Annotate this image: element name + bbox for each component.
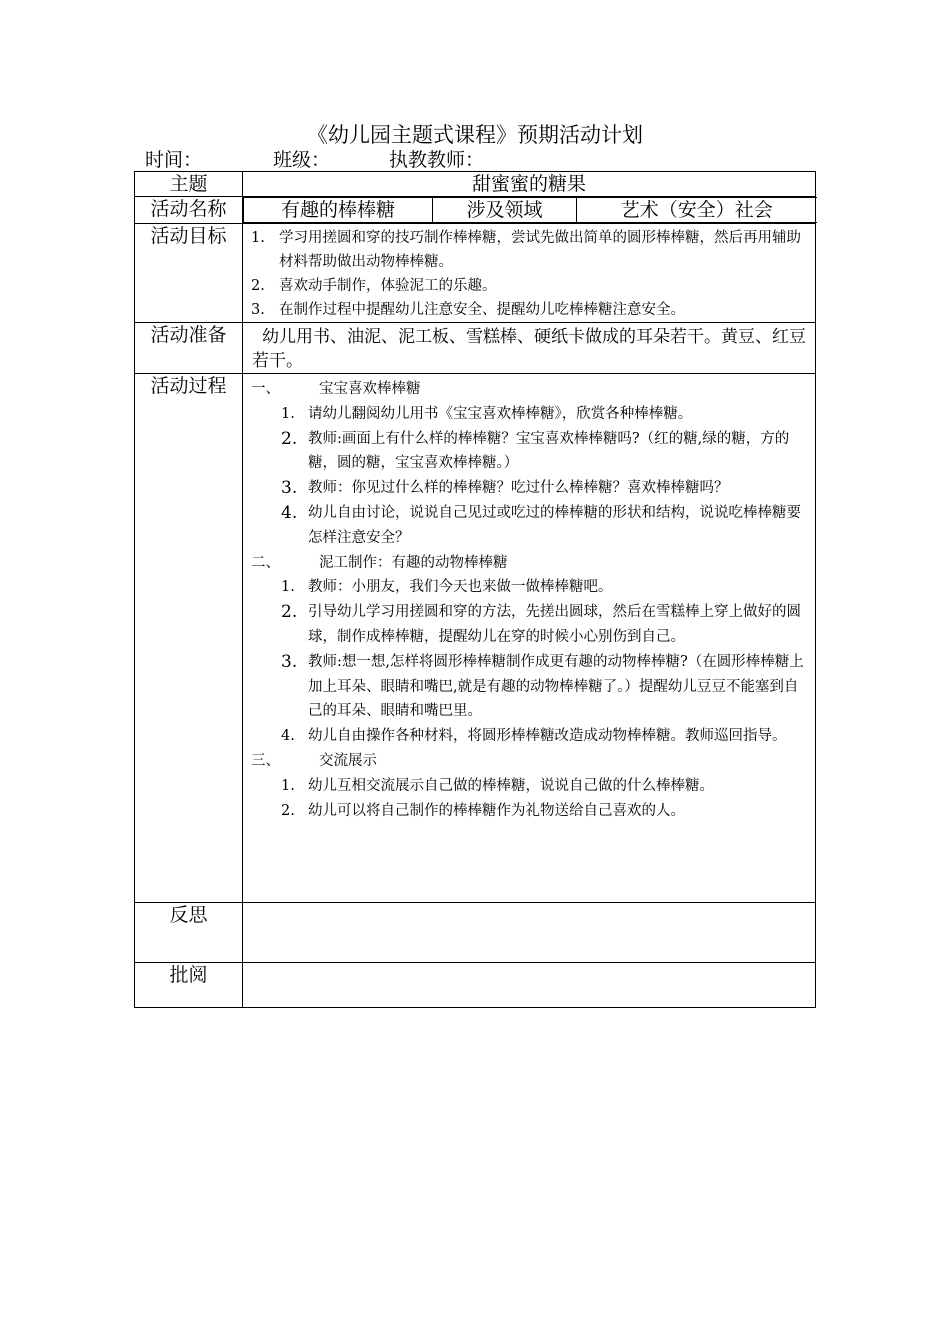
review-cell: [243, 963, 816, 1008]
meta-line: [145, 148, 484, 172]
activity-plan-table: [134, 171, 816, 1008]
subject-value: 甜蜜蜜的糖果: [243, 172, 816, 197]
subject-label: 主题: [135, 172, 243, 197]
list-item: 2. 教师:画面上有什么样的棒棒糖？宝宝喜欢棒棒糖吗?（红的糖,绿的糖，方的糖，圆的糖，宝宝喜欢棒棒糖。）: [281, 428, 790, 472]
activity-name-cell: [243, 197, 816, 224]
class-label: 班级：: [273, 149, 331, 171]
reflection-row: [135, 903, 816, 963]
list-item: 1. 教师：小朋友，我们今天也来做一做棒棒糖吧。: [281, 579, 613, 596]
prep-label: 活动准备: [135, 323, 243, 374]
section-heading: 一、 宝宝喜欢棒棒糖: [251, 381, 421, 397]
subject-row: [135, 172, 816, 197]
list-item: 2. 引导幼儿学习用搓圆和穿的方法，先搓出圆球，然后在雪糕棒上穿上做好的圆球，制作成棒棒糖，提醒幼儿在穿的时候小心别伤到自己。: [281, 602, 801, 645]
list-item: 3. 教师:想一想,怎样将圆形棒棒糖制作成更有趣的动物棒棒糖?（在圆形棒棒糖上加上耳朵、眼睛和嘴巴,就是有趣的动物棒棒糖了。）提醒幼儿豆豆不能塞到自己的耳朵、眼睛和嘴巴里。: [281, 651, 804, 720]
goals-label: 活动目标: [135, 224, 243, 323]
list-item: 2. 幼儿可以将自己制作的棒棒糖作为礼物送给自己喜欢的人。: [281, 802, 685, 819]
list-item: 1. 幼儿互相交流展示自己做的棒棒糖，说说自己做的什么棒棒糖。: [281, 777, 714, 794]
activity-name-label: 活动名称: [135, 197, 243, 224]
prep-text: 幼儿用书、油泥、泥工板、雪糕棒、硬纸卡做成的耳朵若干。黄豆、红豆若干。: [243, 323, 816, 374]
list-item: 1. 学习用搓圆和穿的技巧制作棒棒糖，尝试先做出简单的圆形棒棒糖，然后再用辅助材料帮助做出动物棒棒糖。: [251, 230, 801, 270]
list-item: 3. 教师：你见过什么样的棒棒糖？吃过什么棒棒糖？喜欢棒棒糖吗？: [281, 478, 729, 499]
goals-list: [243, 224, 816, 323]
process-row: [135, 374, 816, 903]
reflection-cell: [243, 903, 816, 963]
list-item: 4. 幼儿自由操作各种材料，将圆形棒棒糖改造成动物棒棒糖。教师巡回指导。: [281, 728, 787, 745]
process-label: 活动过程: [135, 374, 243, 903]
list-item: 1. 请幼儿翻阅幼儿用书《宝宝喜欢棒棒糖》，欣赏各种棒棒糖。: [281, 405, 693, 422]
list-item: 2. 喜欢动手制作，体验泥工的乐趣。: [251, 278, 497, 294]
review-label: 批阅: [135, 963, 243, 1008]
field-label: 涉及领域: [433, 198, 577, 223]
teacher-label: 执教教师：: [389, 149, 485, 171]
section-heading: 二、 泥工制作：有趣的动物棒棒糖: [251, 554, 508, 571]
reflection-label: 反思: [135, 903, 243, 963]
page-title: 《幼儿园主题式课程》预期活动计划: [307, 123, 643, 147]
goals-row: [135, 224, 816, 323]
field-value: 艺术（安全）社会: [577, 198, 817, 223]
process-list: [243, 374, 816, 903]
review-row: [135, 963, 816, 1008]
section-heading: 三、 交流展示: [251, 752, 377, 769]
activity-name-row: [135, 197, 816, 224]
list-item: 3. 在制作过程中提醒幼儿注意安全、提醒幼儿吃棒棒糖注意安全。: [251, 302, 685, 318]
activity-name-value: 有趣的棒棒糖: [244, 198, 433, 223]
time-label: 时间：: [145, 149, 203, 171]
list-item: 4. 幼儿自由讨论，说说自己见过或吃过的棒棒糖的形状和结构，说说吃棒棒糖要怎样注意安全？: [281, 502, 801, 546]
prep-row: [135, 323, 816, 374]
